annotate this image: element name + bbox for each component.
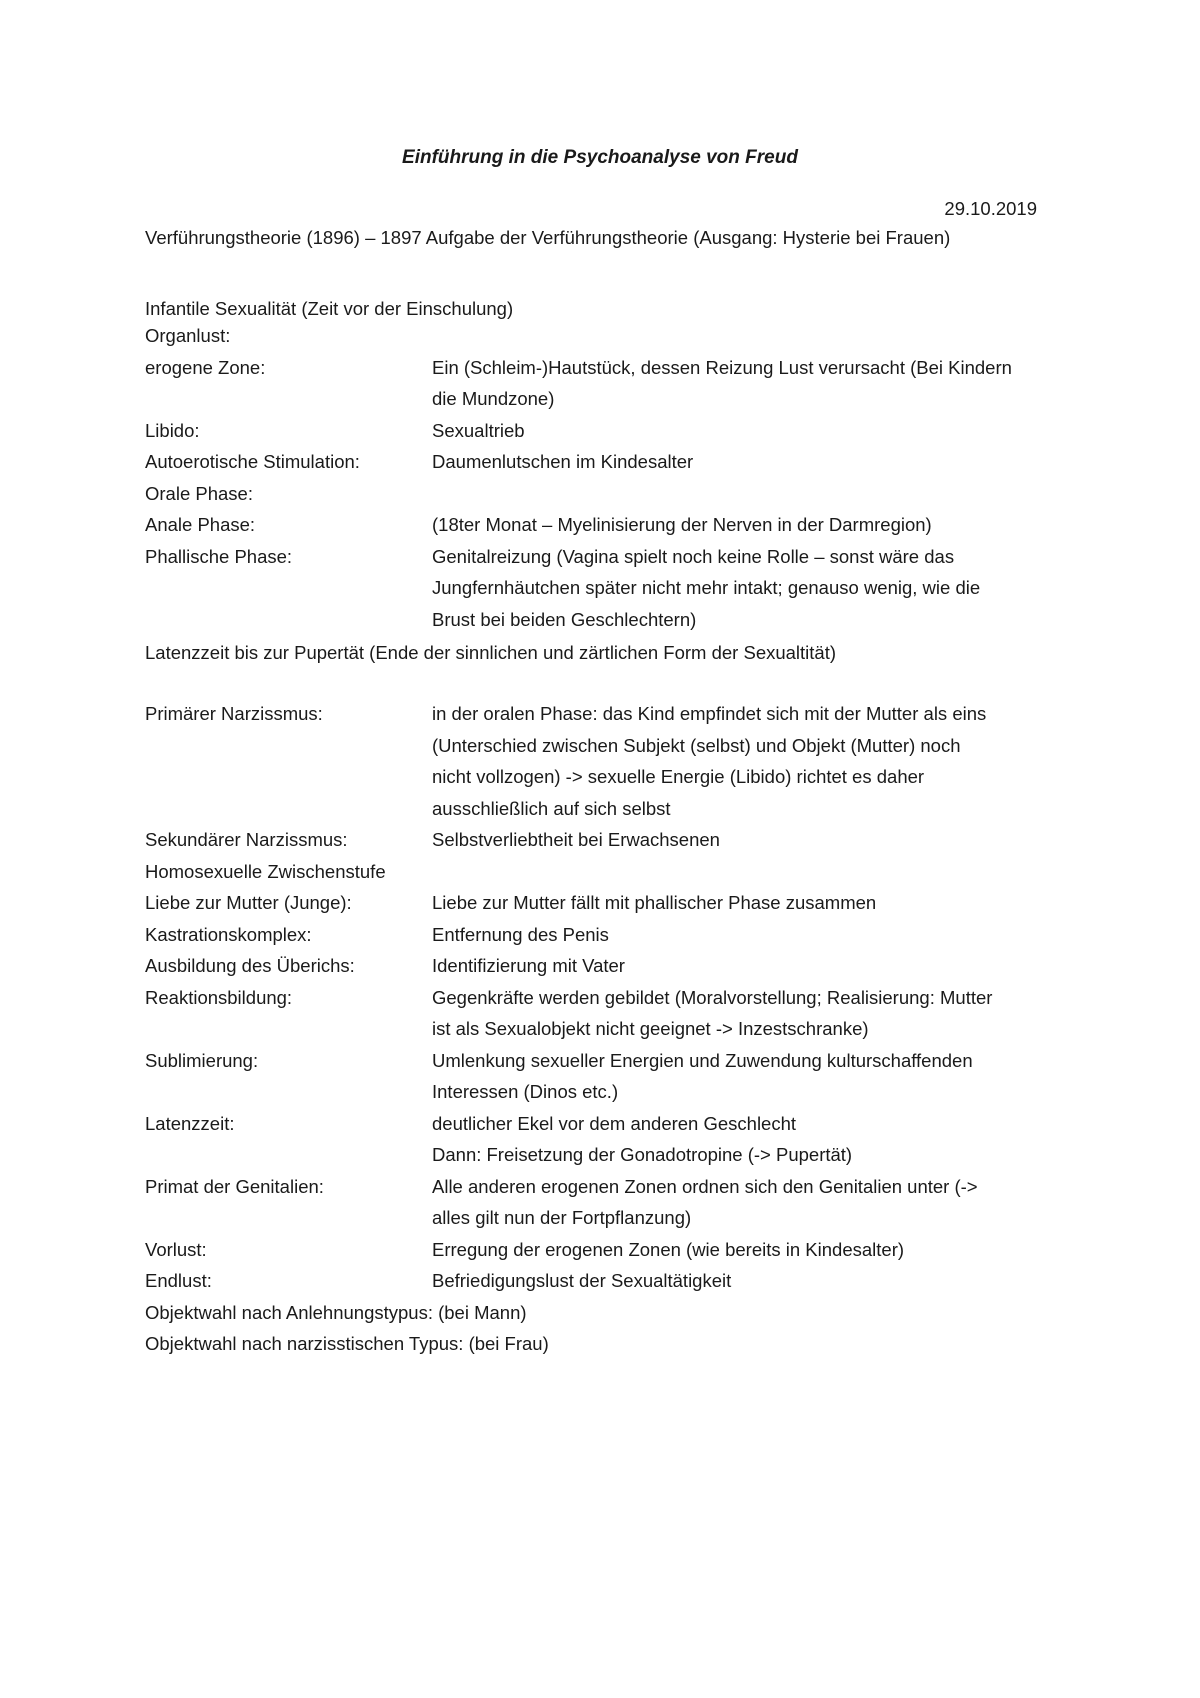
definition-text-line: Sexualtrieb [432, 419, 525, 441]
definition-text-line: Umlenkung sexueller Energien und Zuwendung kulturschaffenden [432, 1049, 973, 1071]
definition-term: Liebe zur Mutter (Junge): [145, 892, 352, 913]
document-title: Einführung in die Psychoanalyse von Freud [402, 147, 798, 168]
definition-term: erogene Zone: [145, 356, 266, 378]
definition-text-line: Daumenlutschen im Kindesalter [432, 451, 694, 472]
definition-term: Homosexuelle Zwischenstufe [145, 860, 386, 882]
section-heading-infantile: Infantile Sexualität (Zeit vor der Einschulung) [145, 298, 514, 319]
definition-text-line: Entfernung des Penis [432, 923, 609, 945]
definition-text [432, 919, 1064, 951]
definition-text-line: (18ter Monat – Myelinisierung der Nerven in der Darmregion) [432, 514, 932, 535]
definition-term: Sublimierung: [145, 1049, 259, 1071]
definition-term: Orale Phase: [145, 482, 253, 504]
definition-text-line: Genitalreizung (Vagina spielt noch keine Rolle – sonst wäre das [432, 545, 955, 567]
definition-text [432, 1171, 1064, 1234]
definition-text-line: die Mundzone) [432, 388, 555, 409]
definition-text-line: Erregung der erogenen Zonen (wie bereits in Kindesalter) [432, 1238, 905, 1260]
definition-term: Sekundärer Narzissmus: [145, 829, 348, 850]
definition-text [432, 541, 1064, 636]
definition-text [432, 950, 1064, 982]
definition-text-line: Jungfernhäutchen später nicht mehr intakt; genauso wenig, wie die [432, 577, 981, 598]
definition-term: Kastrationskomplex: [145, 923, 312, 945]
definition-text [432, 1265, 1064, 1297]
definition-text [432, 824, 1064, 856]
definition-text [432, 415, 1064, 447]
definition-text [432, 352, 1064, 415]
definition-text [432, 982, 1064, 1045]
definition-text-line: ist als Sexualobjekt nicht geeignet -> Inzestschranke) [432, 1018, 869, 1039]
document-date: 29.10.2019 [944, 198, 1037, 219]
intro-line: Verführungstheorie (1896) – 1897 Aufgabe der Verführungstheorie (Ausgang: Hysterie bei Frauen) [145, 227, 951, 248]
definition-text [432, 1108, 1064, 1171]
definition-text-line: nicht vollzogen) -> sexuelle Energie (Libido) richtet es daher [432, 766, 925, 787]
definition-term: Phallische Phase: [145, 545, 293, 567]
definition-text-line: ausschließlich auf sich selbst [432, 797, 671, 819]
definition-text-line: Alle anderen erogenen Zonen ordnen sich den Genitalien unter (-> [432, 1175, 978, 1197]
definition-text-line: in der oralen Phase: das Kind empfindet sich mit der Mutter als eins [432, 703, 987, 724]
definition-term: Ausbildung des Überichs: [145, 955, 355, 976]
definition-text [432, 887, 1064, 919]
definition-term: Vorlust: [145, 1238, 207, 1260]
definition-text [432, 446, 1064, 478]
definition-term: Organlust: [145, 325, 231, 346]
definition-text [432, 509, 1064, 541]
definition-term: Endlust: [145, 1270, 212, 1291]
definition-term: Primärer Narzissmus: [145, 703, 323, 724]
definition-text-line: Gegenkräfte werden gebildet (Moralvorstellung; Realisierung: Mutter [432, 986, 993, 1008]
definition-term: Primat der Genitalien: [145, 1175, 324, 1197]
definition-text [432, 1045, 1064, 1108]
definition-text [432, 1234, 1064, 1266]
definition-term: Reaktionsbildung: [145, 986, 293, 1008]
definition-text-line: Brust bei beiden Geschlechtern) [432, 608, 697, 630]
definition-text-line: Selbstverliebtheit bei Erwachsenen [432, 829, 720, 850]
definition-text-line: alles gilt nun der Fortpflanzung) [432, 1207, 692, 1228]
definition-text-line: Liebe zur Mutter fällt mit phallischer Phase zusammen [432, 892, 877, 913]
latency-line: Latenzzeit bis zur Pupertät (Ende der sinnlichen und zärtlichen Form der Sexualtität) [145, 642, 837, 663]
definition-text [432, 698, 1064, 824]
definition-text-line: deutlicher Ekel vor dem anderen Geschlecht [432, 1112, 797, 1134]
definition-text-line: Interessen (Dinos etc.) [432, 1081, 619, 1102]
definition-term: Latenzzeit: [145, 1112, 235, 1134]
definition-text-line: Ein (Schleim-)Hautstück, dessen Reizung Lust verursacht (Bei Kindern [432, 356, 1012, 378]
definition-term: Autoerotische Stimulation: [145, 451, 360, 472]
definition-term: Anale Phase: [145, 514, 256, 535]
definition-term: Objektwahl nach narzisstischen Typus: (bei Frau) [145, 1333, 549, 1354]
definition-text-line: (Unterschied zwischen Subjekt (selbst) und Objekt (Mutter) noch [432, 734, 961, 756]
definition-term: Libido: [145, 419, 200, 441]
definition-text-line: Dann: Freisetzung der Gonadotropine (-> Pupertät) [432, 1144, 853, 1165]
definition-term: Objektwahl nach Anlehnungstypus: (bei Mann) [145, 1301, 527, 1323]
definition-text-line: Befriedigungslust der Sexualtätigkeit [432, 1270, 732, 1291]
definition-text-line: Identifizierung mit Vater [432, 955, 625, 976]
